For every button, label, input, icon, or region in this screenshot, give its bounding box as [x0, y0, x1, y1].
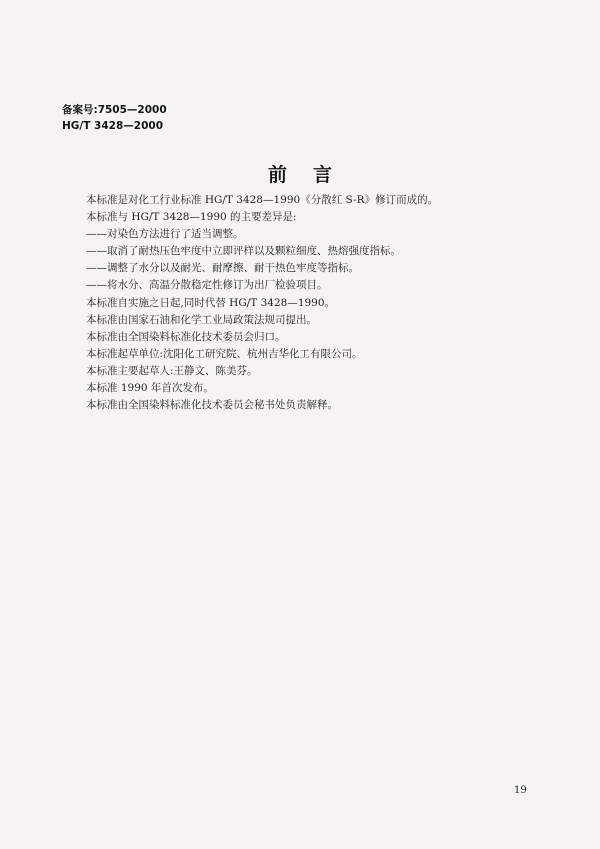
body-line: ——将水分、高温分散稳定性修订为出厂检验项目。 [86, 279, 328, 292]
body-line: 本标准由全国染料标准化技术委员会归口。 [86, 330, 286, 343]
body-line: 本标准自实施之日起,同时代替 HG/T 3428—1990。 [86, 296, 336, 309]
body-line: ——取消了耐热压色牢度中立即评样以及颗粒细度、热熔强度指标。 [86, 245, 401, 258]
document-header [62, 102, 167, 134]
body-line: 本标准主要起草人:王静文、陈美芬。 [86, 364, 258, 377]
foreword-body [86, 192, 556, 414]
body-line: 本标准与 HG/T 3428—1990 的主要差异是: [86, 211, 297, 224]
body-line: ——对染色方法进行了适当调整。 [86, 228, 244, 241]
record-number: 备案号:7505—2000 [62, 104, 167, 116]
page-number: 19 [514, 785, 527, 796]
body-line: ——调整了水分以及耐光、耐摩擦、耐干热色牢度等指标。 [86, 262, 359, 275]
body-line: 本标准由国家石油和化学工业局政策法规司提出。 [86, 313, 317, 326]
body-line: 本标准起草单位:沈阳化工研究院、杭州吉华化工有限公司。 [86, 347, 363, 360]
body-line: 本标准 1990 年首次发布。 [86, 382, 214, 395]
standard-code: HG/T 3428—2000 [62, 120, 164, 132]
page-title: 前言 [267, 164, 358, 186]
body-line: 本标准是对化工行业标准 HG/T 3428—1990《分散红 S-R》修订而成的。 [86, 194, 439, 206]
body-line: 本标准由全国染料标准化技术委员会秘书处负责解释。 [86, 399, 338, 412]
